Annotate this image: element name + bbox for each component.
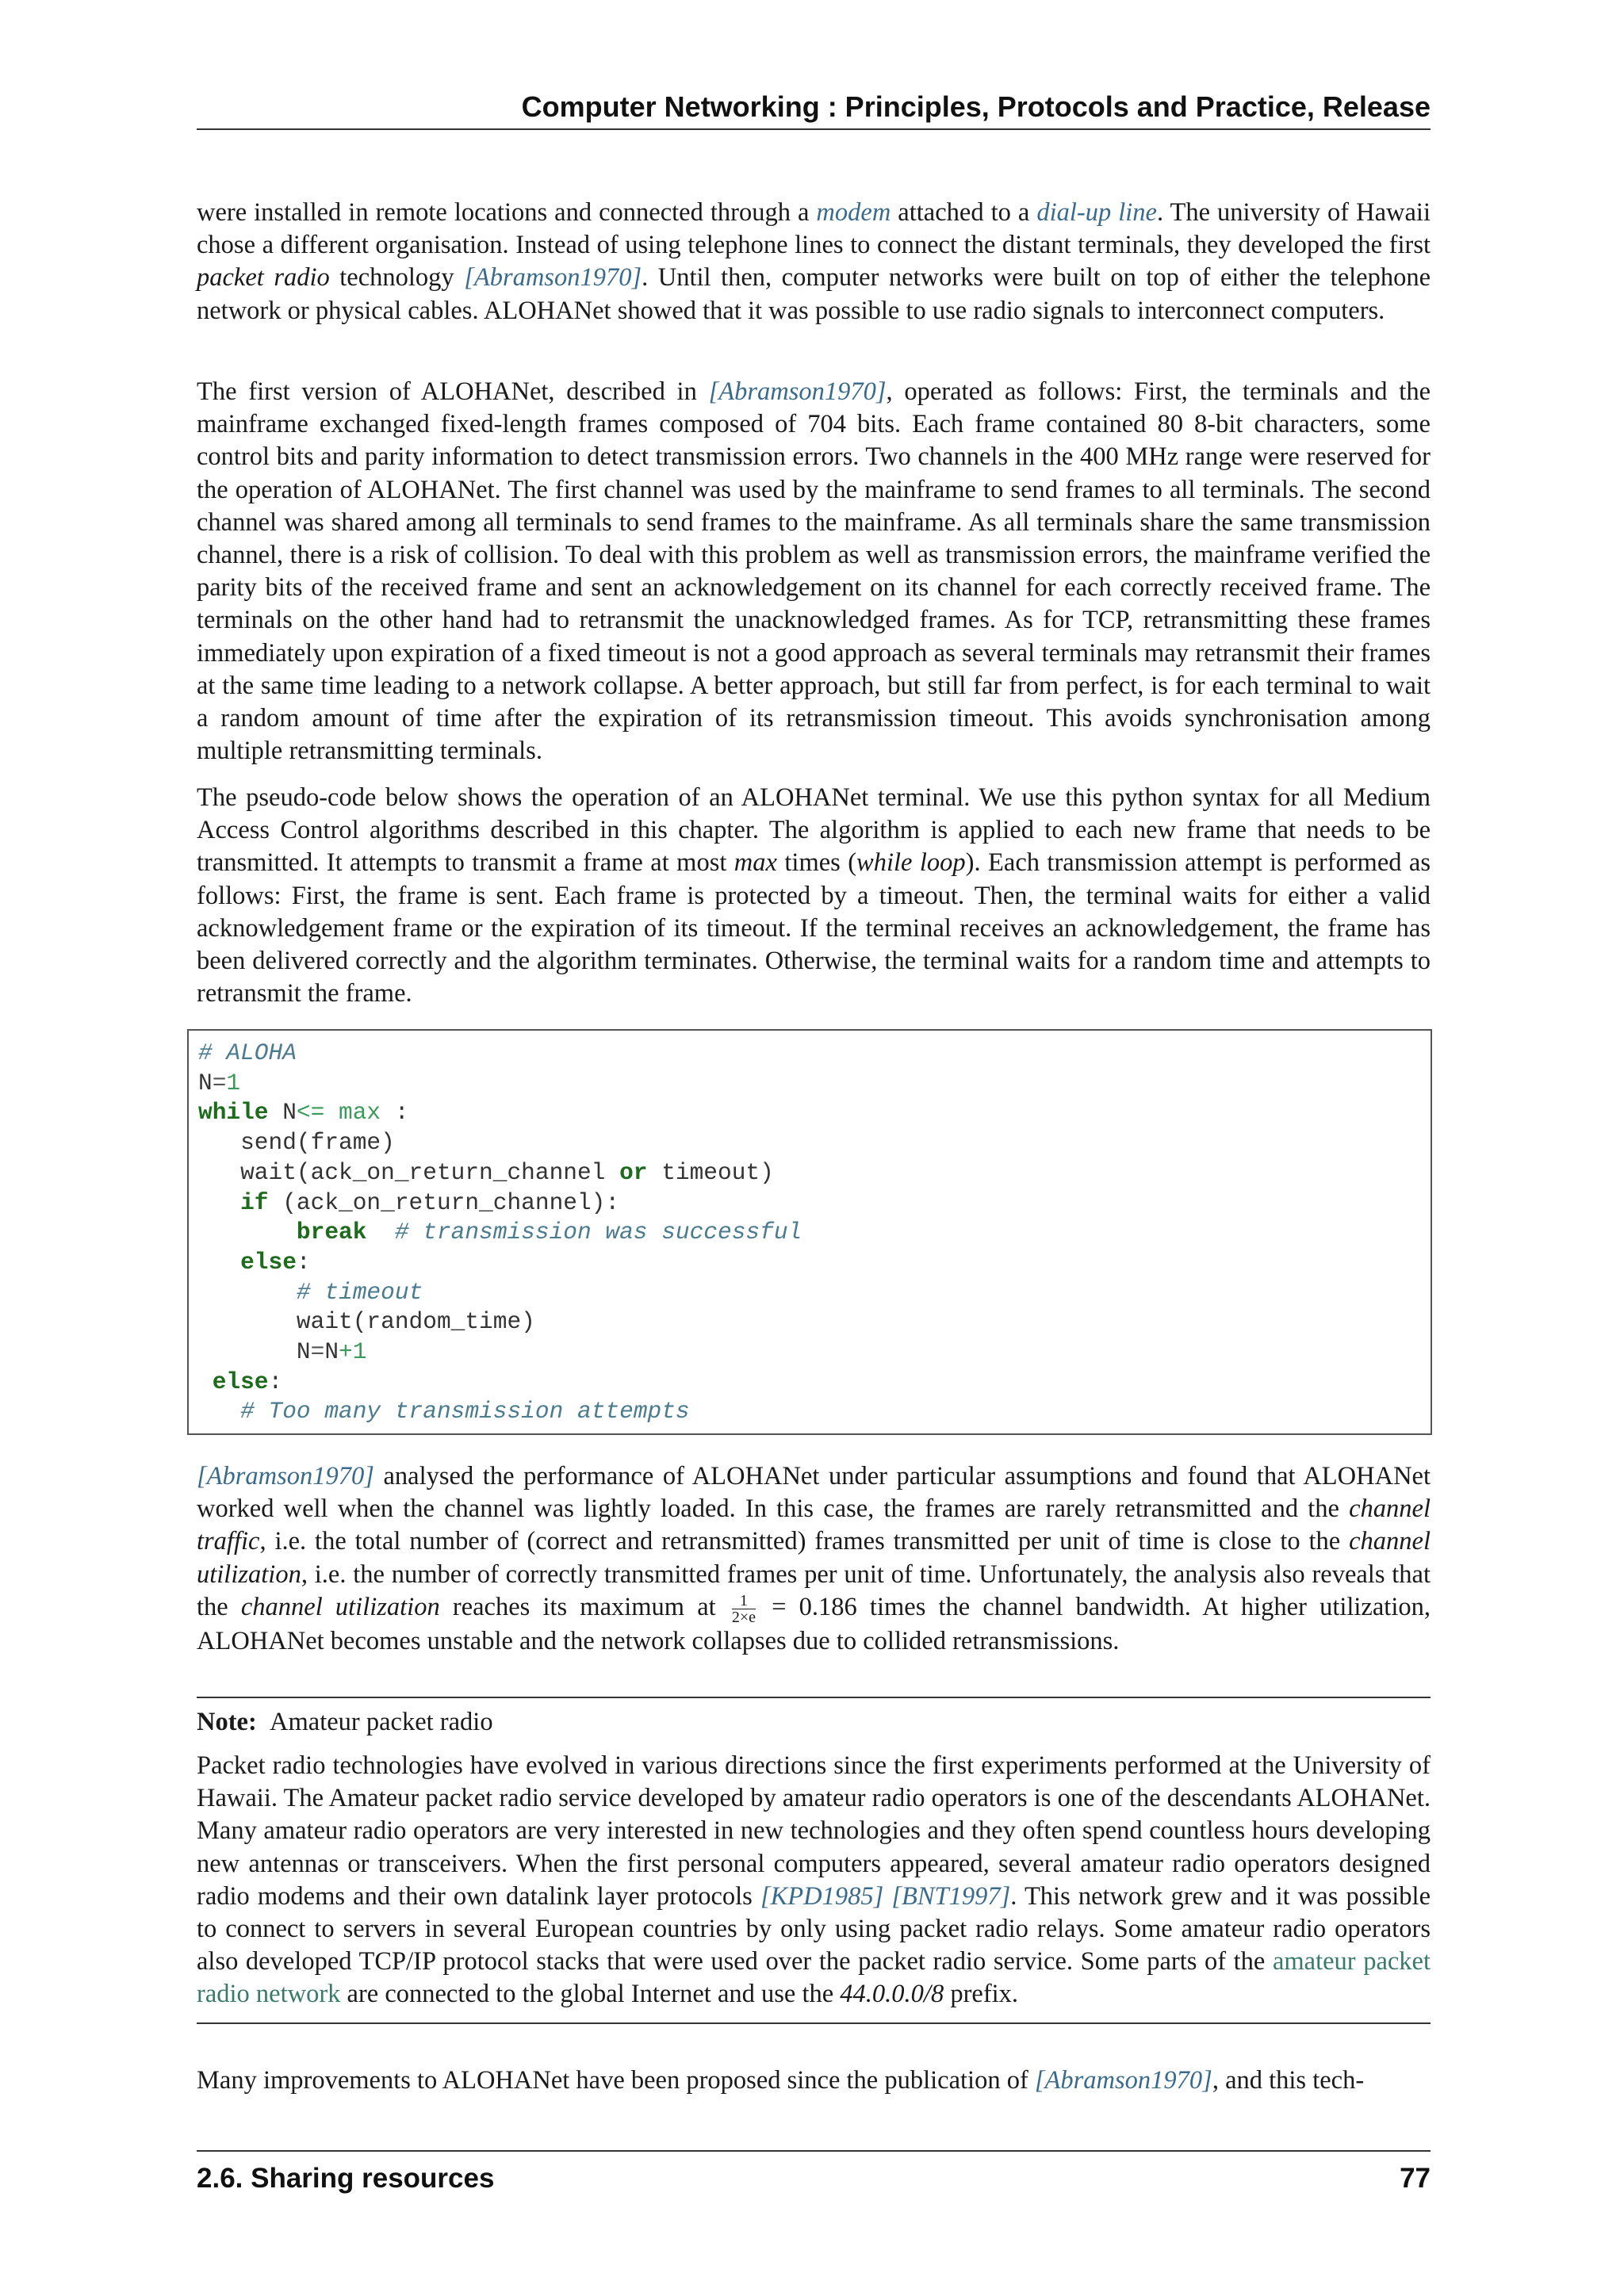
code-keyword: while <box>198 1099 269 1127</box>
code-keyword: break <box>296 1219 367 1246</box>
code-indent <box>198 1398 240 1425</box>
code-keyword: if <box>240 1188 269 1216</box>
code-indent <box>198 1189 240 1216</box>
paragraph-2 <box>197 376 1431 767</box>
fraction <box>732 1593 756 1625</box>
text: . The university of Hawaii chose a different organisation. Instead of using telephone lines to connect the distant terminals, they developed the first <box>197 198 1431 260</box>
paragraph-4 <box>197 1460 1431 1658</box>
dial-up-line-link[interactable]: dial-up line <box>1036 198 1157 227</box>
note-paragraph <box>197 1750 1431 2011</box>
paragraph-1 <box>197 197 1431 327</box>
code-indent <box>198 1368 213 1395</box>
code-indent <box>366 1219 394 1246</box>
code-comment: # ALOHA <box>198 1039 297 1066</box>
code-operator: = <box>310 1338 325 1366</box>
code-number: 1 <box>352 1338 367 1366</box>
paragraph-5 <box>197 2064 1431 2097</box>
text: , i.e. the total number of (correct and retransmitted) frames transmitted per unit of time is close to the <box>259 1527 1350 1556</box>
equation-value: = 0.186 <box>759 1592 857 1621</box>
citation-abramson1970[interactable]: [Abramson1970] <box>197 1462 374 1490</box>
ip-prefix: 44.0.0.0/8 <box>840 1980 944 2009</box>
code-text: send(frame) <box>198 1129 395 1157</box>
code-text: max <box>324 1099 381 1127</box>
paragraph-1-wrap <box>197 197 1431 327</box>
text: times ( <box>776 848 857 878</box>
page-number: 77 <box>1400 2163 1431 2194</box>
code-keyword: or <box>619 1158 648 1186</box>
text: The first version of ALOHANet, described in <box>197 377 709 406</box>
code-operator: <= <box>296 1099 325 1127</box>
text: analysed the performance of ALOHANet under particular assumptions and found that ALOHANet worked well when the channel was lightly loaded. In this case, the frames are rarely retransmitted and the <box>197 1462 1431 1524</box>
text: Packet radio technologies have evolved in various directions since the first experiments performed at the University of Hawaii. The Amateur packet radio service developed by amateur radio operators is one of the descendants ALOHANet. Many amateur radio operators are very interested in new technologies and they often spend countless hours developing new antennas or transceivers. When the first personal computers appeared, several amateur radio operators designed radio modems and their own datalink layer protocols <box>197 1751 1431 1911</box>
text: prefix. <box>944 1980 1019 2009</box>
modem-link[interactable]: modem <box>816 198 891 227</box>
text: , i.e. the number of correctly transmitted frames per unit of time. Unfortunately, the analysis also reveals that the <box>197 1559 1431 1621</box>
code-text: : <box>268 1368 283 1395</box>
code-indent <box>198 1219 297 1246</box>
text: reaches its maximum at <box>439 1592 729 1621</box>
max-term: max <box>733 848 777 878</box>
packet-radio-term: packet radio <box>197 263 330 293</box>
text: , and this tech- <box>1212 2066 1365 2095</box>
code-operator: + <box>339 1338 353 1366</box>
running-footer <box>197 2150 1431 2195</box>
paragraph-3-wrap <box>197 782 1431 1010</box>
code-operator: = <box>212 1069 227 1096</box>
fraction-denominator: 2×e <box>731 1608 756 1626</box>
amateur-packet-radio-network-link[interactable]: amateur packet radio network <box>197 1947 1431 2009</box>
code-text: wait(random_time) <box>198 1308 535 1336</box>
code-text: timeout) <box>647 1158 774 1186</box>
channel-utilization-term: channel utilization <box>197 1527 1431 1589</box>
channel-traffic-term: channel traffic <box>197 1494 1431 1556</box>
note-heading <box>197 1706 1431 1739</box>
text: technology <box>329 263 465 293</box>
text: are connected to the global Internet and use the <box>340 1980 841 2009</box>
code-text: N <box>198 1338 311 1366</box>
code-comment: # transmission was successful <box>394 1219 802 1246</box>
code-text: N <box>198 1069 213 1096</box>
paragraph-4-wrap <box>197 1460 1431 1658</box>
citation-abramson1970[interactable]: [Abramson1970] <box>708 377 887 406</box>
text: . Until then, computer networks were built on top of either the telephone network or physical cables. ALOHANet showed that it was possible to use radio signals to interconnect computers. <box>197 263 1431 325</box>
code-text: : <box>296 1248 311 1276</box>
section-title: 2.6. Sharing resources <box>197 2163 495 2194</box>
text: The pseudo-code below shows the operation of an ALOHANet terminal. We use this python syntax for all Medium Access Control algorithms described in this chapter. The algorithm is applied to each new frame that needs to be transmitted. It attempts to transmit a frame at most <box>197 783 1431 878</box>
aloha-code-block <box>187 1029 1432 1435</box>
text: times the channel bandwidth. At higher utilization, ALOHANet becomes unstable and the network collapses due to collided retransmissions. <box>197 1592 1431 1655</box>
code-indent <box>198 1279 297 1306</box>
citation-bnt1997[interactable]: [BNT1997] <box>891 1881 1011 1911</box>
code-indent <box>198 1249 240 1276</box>
code-comment: # Too many transmission attempts <box>240 1398 690 1425</box>
code-keyword: else <box>212 1368 269 1395</box>
citation-kpd1985[interactable]: [KPD1985] <box>760 1881 884 1911</box>
code-keyword: else <box>240 1248 297 1276</box>
while-loop-term: while loop <box>856 848 966 878</box>
note-title: Amateur packet radio <box>270 1708 493 1736</box>
book-title: Computer Networking : Principles, Protocols and Practice, Release <box>521 90 1431 123</box>
text: were installed in remote locations and connected through a <box>197 198 817 227</box>
text: ). Each transmission attempt is performed as follows: First, the frame is sent. Each frame is protected by a timeout. Then, the terminal waits for either a valid acknowledgement frame or the expiration of its timeout. If the terminal receives an acknowledgement, the frame has been delivered correctly and the algorithm terminates. Otherwise, the terminal waits for a random time and attempts to retransmit the frame. <box>197 848 1431 1008</box>
note-label: Note: <box>197 1708 257 1736</box>
code-text: wait(ack_on_return_channel <box>198 1158 620 1186</box>
code-number: 1 <box>226 1069 241 1096</box>
text: . This network grew and it was possible to connect to servers in several European countries by only using packet radio relays. Some amateur radio operators also developed TCP/IP protocol stacks that were used over the packet radio service. Some parts of the <box>197 1881 1431 1976</box>
channel-utilization-term: channel utilization <box>240 1592 440 1621</box>
code-block-wrap <box>187 1029 1432 1435</box>
paragraph-5-wrap <box>197 2064 1431 2097</box>
note-box <box>197 1697 1431 2024</box>
code-text: (ack_on_return_channel): <box>268 1188 620 1216</box>
citation-abramson1970[interactable]: [Abramson1970] <box>1034 2066 1212 2095</box>
fraction-numerator: 1 <box>732 1593 756 1609</box>
text: attached to a <box>891 198 1037 227</box>
text: , operated as follows: First, the terminals and the mainframe exchanged fixed-length frames composed of 704 bits. Each frame contained 80 8-bit characters, some control bits and parity information to detect transmission errors. Two channels in the 400 MHz range were reserved for the operation of ALOHANet. The first channel was used by the mainframe to send frames to all terminals. The second channel was shared among all terminals to send frames to the mainframe. As all terminals share the same transmission channel, there is a risk of collision. To deal with this problem as well as transmission errors, the mainframe verified the parity bits of the received frame and sent an acknowledgement on its channel for each correctly received frame. The terminals on the other hand had to retransmit the unacknowledged frames. As for TCP, retransmitting these frames immediately upon expiration of a fixed timeout is not a good approach as several terminals may retransmit their frames at the same time leading to a network collapse. A better approach, but still far from perfect, is for each terminal to wait a random amount of time after the expiration of its retransmission timeout. This avoids synchronisation among multiple retransmitting terminals. <box>197 377 1431 766</box>
code-text: N <box>324 1338 339 1366</box>
text: Many improvements to ALOHANet have been proposed since the publication of <box>197 2066 1035 2095</box>
running-header <box>197 86 1431 130</box>
paragraph-3 <box>197 782 1431 1010</box>
citation-abramson1970[interactable]: [Abramson1970] <box>464 263 642 293</box>
code-text: N <box>268 1099 297 1127</box>
code-comment: # timeout <box>296 1278 423 1306</box>
paragraph-2-wrap <box>197 376 1431 767</box>
code-text: : <box>381 1099 409 1127</box>
